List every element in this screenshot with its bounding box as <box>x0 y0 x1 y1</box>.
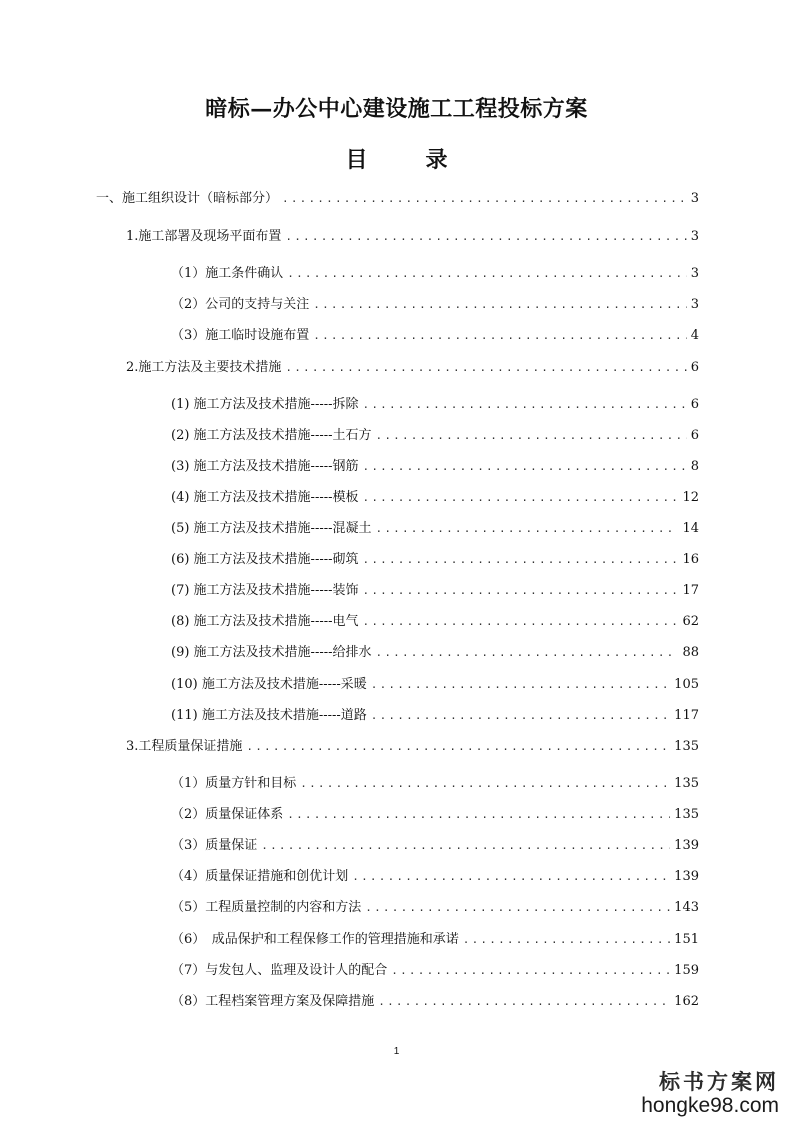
toc-entry-page: 3 <box>690 191 699 206</box>
toc-entry-label: (7) 施工方法及技术措施-----装饰 <box>171 583 359 598</box>
toc-entry-label: （3）施工临时设施布置 <box>171 328 310 343</box>
toc-entry[interactable] <box>171 297 699 313</box>
toc-entry[interactable] <box>171 328 699 344</box>
toc-entry-page: 14 <box>682 521 699 536</box>
toc-entry[interactable] <box>171 645 699 661</box>
toc-entry[interactable] <box>126 229 699 245</box>
toc-dot-leader <box>363 583 679 599</box>
toc-dot-leader <box>287 266 686 282</box>
page-number: 1 <box>393 1046 400 1057</box>
toc-dot-leader <box>378 994 670 1010</box>
toc-entry-label: （1）质量方针和目标 <box>171 776 297 791</box>
toc-entry-page: 17 <box>682 583 699 598</box>
toc-entry-label: (4) 施工方法及技术措施-----模板 <box>171 490 359 505</box>
toc-dot-leader <box>352 869 670 885</box>
toc-entry-page: 6 <box>690 397 699 412</box>
toc-dot-leader <box>261 838 670 854</box>
toc-entry[interactable] <box>171 994 699 1010</box>
toc-entry-label: (1) 施工方法及技术措施-----拆除 <box>171 397 359 412</box>
toc-entry-label: 3.工程质量保证措施 <box>126 739 243 754</box>
toc-entry-label: （2）质量保证体系 <box>171 807 284 822</box>
toc-dot-leader <box>376 645 679 661</box>
toc-entry[interactable] <box>126 360 699 376</box>
toc-entry[interactable] <box>171 490 699 506</box>
toc-entry-page: 162 <box>674 994 699 1009</box>
toc-dot-leader <box>363 397 687 413</box>
toc-entry-label: 一、施工组织设计（暗标部分） <box>96 191 279 206</box>
toc-entry-page: 3 <box>690 229 699 244</box>
toc-entry-page: 3 <box>690 266 699 281</box>
watermark-url: hongke98.com <box>641 1094 779 1117</box>
toc-entry-label: （1）施工条件确认 <box>171 266 284 281</box>
toc-entry[interactable] <box>171 932 699 948</box>
toc-dot-leader <box>363 552 679 568</box>
toc-entry-page: 105 <box>674 677 699 692</box>
toc-entry-label: （7）与发包人、监理及设计人的配合 <box>171 963 388 978</box>
toc-entry-label: 1.施工部署及现场平面布置 <box>126 229 282 244</box>
toc-entry-page: 88 <box>682 645 699 660</box>
toc-entry[interactable] <box>171 869 699 885</box>
toc-dot-leader <box>287 807 670 823</box>
toc-entry-page: 139 <box>674 838 699 853</box>
toc-entry-label: （2）公司的支持与关注 <box>171 297 310 312</box>
toc-entry[interactable] <box>171 614 699 630</box>
toc-dot-leader <box>376 428 687 444</box>
site-watermark <box>641 1066 779 1118</box>
toc-entry-label: （4）质量保证措施和创优计划 <box>171 869 349 884</box>
toc-heading: 目 录 <box>345 147 466 173</box>
toc-dot-leader <box>363 614 679 630</box>
toc-entry-label: （3）质量保证 <box>171 838 258 853</box>
toc-dot-leader <box>363 459 687 475</box>
toc-entry-page: 16 <box>682 552 699 567</box>
toc-entry-label: (5) 施工方法及技术措施-----混凝土 <box>171 521 372 536</box>
toc-dot-leader <box>371 708 670 724</box>
toc-entry[interactable] <box>171 552 699 568</box>
toc-entry-page: 62 <box>682 614 699 629</box>
toc-entry[interactable] <box>171 266 699 282</box>
toc-entry-page: 3 <box>690 297 699 312</box>
toc-entry[interactable] <box>171 583 699 599</box>
toc-dot-leader <box>285 229 686 245</box>
toc-entry[interactable] <box>171 521 699 537</box>
toc-entry[interactable] <box>171 397 699 413</box>
toc-dot-leader <box>300 776 670 792</box>
toc-entry-page: 12 <box>682 490 699 505</box>
toc-dot-leader <box>463 932 670 948</box>
toc-entry[interactable] <box>171 708 699 724</box>
toc-entry-label: (3) 施工方法及技术措施-----钢筋 <box>171 459 359 474</box>
toc-entry[interactable] <box>171 459 699 475</box>
toc-entry[interactable] <box>171 807 699 823</box>
toc-entry-label: (10) 施工方法及技术措施-----采暖 <box>171 677 367 692</box>
toc-dot-leader <box>313 328 686 344</box>
toc-entry-label: （5）工程质量控制的内容和方法 <box>171 900 362 915</box>
toc-entry-page: 159 <box>674 963 699 978</box>
toc-entry-page: 139 <box>674 869 699 884</box>
toc-entry[interactable] <box>96 191 699 207</box>
toc-dot-leader <box>282 191 687 207</box>
toc-dot-leader <box>371 677 670 693</box>
toc-entry-label: (9) 施工方法及技术措施-----给排水 <box>171 645 372 660</box>
toc-entry-label: (2) 施工方法及技术措施-----土石方 <box>171 428 372 443</box>
toc-entry[interactable] <box>171 428 699 444</box>
toc-entry-label: (6) 施工方法及技术措施-----砌筑 <box>171 552 359 567</box>
toc-entry-page: 6 <box>690 360 699 375</box>
toc-dot-leader <box>363 490 679 506</box>
toc-dot-leader <box>376 521 679 537</box>
toc-entry-page: 143 <box>674 900 699 915</box>
toc-dot-leader <box>285 360 686 376</box>
toc-entry-page: 6 <box>690 428 699 443</box>
toc-entry[interactable] <box>171 776 699 792</box>
toc-entry-page: 8 <box>690 459 699 474</box>
toc-entry-label: （6） 成品保护和工程保修工作的管理措施和承诺 <box>171 932 459 947</box>
toc-entry-page: 151 <box>674 932 699 947</box>
toc-entry-label: 2.施工方法及主要技术措施 <box>126 360 282 375</box>
toc-entry-label: (11) 施工方法及技术措施-----道路 <box>171 708 367 723</box>
toc-entry[interactable] <box>171 677 699 693</box>
toc-entry-label: (8) 施工方法及技术措施-----电气 <box>171 614 359 629</box>
toc-entry-page: 117 <box>674 708 699 723</box>
toc-dot-leader <box>391 963 670 979</box>
toc-entry[interactable] <box>126 739 699 755</box>
toc-entry-page: 4 <box>690 328 699 343</box>
toc-dot-leader <box>246 739 670 755</box>
toc-entry-page: 135 <box>674 776 699 791</box>
toc-dot-leader <box>365 900 670 916</box>
toc-entry-page: 135 <box>674 807 699 822</box>
toc-dot-leader <box>313 297 686 313</box>
watermark-logo-text: 标书方案网 <box>659 1069 779 1094</box>
toc-entry-page: 135 <box>674 739 699 754</box>
document-title: 暗标—办公中心建设施工工程投标方案 <box>205 96 588 122</box>
toc-entry-label: （8）工程档案管理方案及保障措施 <box>171 994 375 1009</box>
toc-entry[interactable] <box>171 838 699 854</box>
toc-entry[interactable] <box>171 900 699 916</box>
toc-entry[interactable] <box>171 963 699 979</box>
